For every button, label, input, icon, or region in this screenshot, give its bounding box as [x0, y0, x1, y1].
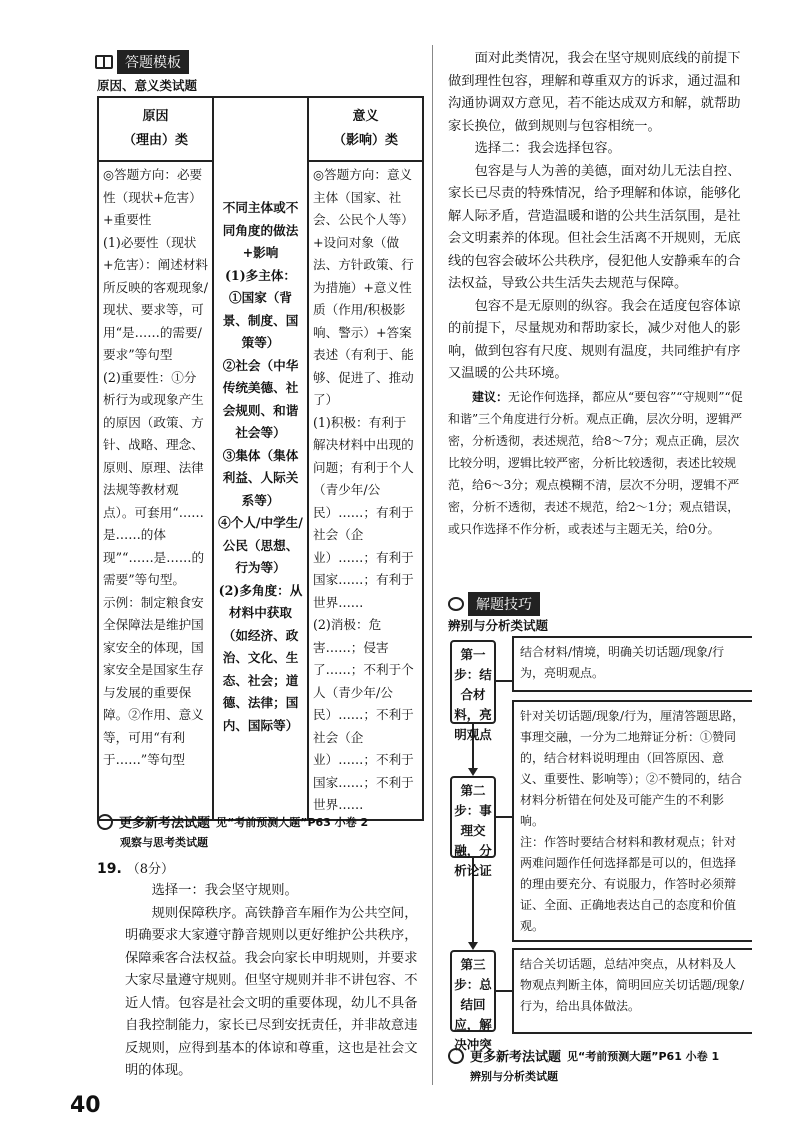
answer-template-tag: [95, 50, 189, 74]
col3-header-line1: 意义: [352, 109, 379, 124]
more-questions-2-ref: 见“考前预测大题”P61 小卷 1: [567, 1049, 720, 1063]
answer-left: [125, 880, 425, 1083]
step-1-label: 第一步：结合材料，亮明观点: [450, 640, 496, 724]
col2-cell: [213, 97, 308, 820]
section-subheading: 原因、意义类试题: [97, 78, 198, 93]
step-3-desc: 结合关切话题，总结冲突点，从材料及人物观点判断主体，简明回应关切话题/现象/行为，给出具体做法。: [512, 948, 752, 1034]
col1-header-line1: 原因: [142, 109, 169, 124]
more-questions-1: [97, 812, 368, 831]
step-2-link: [496, 816, 512, 818]
col2-text: 不同主体或不同角度的做法+影响 (1)多主体： ①国家（背景、制度、国策等） ②社会（中华传统美德、社会规则、和谐社会等） ③集体（集体利益、人际关系等） ④个人/中学生/公民（思想、行为等） (2)多角度：从材料中获取（如经济、政治、文化、生态、社会；道德、法律；国内、国际等）: [218, 200, 303, 733]
arrow-1: [468, 768, 478, 776]
col1-header-line2: （理由）类: [122, 133, 188, 148]
step-1-desc: 结合材料/情境，明确关切话题/现象/行为，亮明观点。: [512, 636, 752, 692]
col1-header: [98, 97, 213, 161]
answer-right-para-2: 选择二：我会选择包容。: [474, 141, 621, 156]
answer-right-para-3: 包容是与人为善的美德，面对幼儿无法自控、家长已尽责的特殊情况，给予理解和体谅，能够化解人际矛盾，营造温暖和谐的公共生活氛围，是社会文明素养的体现。但社会生活离不开规则，无底线的包容会破坏公共秩序，侵犯他人安静乘车的合法权益，导致公共生活失去规范与保障。: [448, 163, 741, 291]
col1-cell: [98, 161, 213, 820]
more-questions-2: [448, 1046, 719, 1065]
more-questions-2-label: 更多新考法试题: [470, 1050, 562, 1065]
tips-subheading: 辨别与分析类试题: [448, 618, 549, 633]
solving-tips-label: 解题技巧: [468, 592, 540, 616]
answer-left-para-2: 规则保障秩序。高铁静音车厢作为公共空间，明确要求大家遵守静音规则以更好维护公共秩序，保障乘客合法权益。我会向家长申明规则，并要求大家尽量遵守规则。但坚守规则并非不讲包容、不近人情。包容是社会文明的重要体现，幼儿不具备自我控制能力，家长已尽到安抚责任，并非故意违反规则，应得到基本的体谅和尊重，这也是社会文明的体现。: [125, 905, 418, 1078]
more-questions-1-sub: 观察与思考类试题: [120, 836, 208, 849]
col1-text: ◎答题方向：必要性（现状+危害）+重要性 (1)必要性（现状+危害）：阐述材料所反映的客观现象/现状、要求等，可用“是……的需要/要求”等句型 (2)重要性：①分析行为或现象产生的原因（政策、方针、战略、理念、原则、原理、法律法规等教材观点）。可套用“……是……的体现”“……是……的需要”等句型。 示例：制定粮食安全保障法是维护国家安全的体现，国家安全是国家生存与发展的重要保障。②作用、意义等，可用“有利于……”等句型: [103, 167, 209, 767]
page-number: 40: [70, 1093, 101, 1118]
scoring-advice-text: 无论作何选择，都应从“要包容”“守规则”“促和谐”三个角度进行分析。观点正确，层次分明，逻辑严密，分析透彻，表述规范，给8～7分；观点正确，层次比较分明，逻辑比较严密，分析比较透彻，表述比较规范，给6～3分；观点模糊不清，层次不分明，逻辑不严密，分析不透彻，表述不规范，给2～1分；观点错误，或只作选择不作分析，或表述与主题无关，给0分。: [448, 389, 743, 536]
scoring-advice-label: 建议：: [472, 389, 509, 404]
column-divider: [432, 45, 433, 1085]
arrow-2: [468, 942, 478, 950]
step-1-link: [496, 680, 512, 682]
question-score: （8分）: [126, 862, 174, 877]
answer-right: [448, 48, 748, 540]
step-3-label: 第三步：总结回应，解决冲突: [450, 950, 496, 1032]
step-3-link: [496, 990, 512, 992]
template-table: [97, 96, 424, 821]
question-number-text: 19.: [97, 861, 122, 877]
col3-cell: [308, 161, 423, 820]
solving-tips-tag: [448, 592, 540, 616]
col3-header: [308, 97, 423, 161]
col3-header-line2: （影响）类: [332, 133, 398, 148]
answer-right-para-4: 包容不是无原则的纵容。我会在适度包容体谅的前提下，尽量规劝和帮助家长，减少对他人的影响，做到包容有尺度、规则有温度，共同维护有序又温暖的公共环境。: [448, 298, 741, 381]
more-questions-1-label: 更多新考法试题: [119, 816, 211, 831]
paperclip-icon-2: [445, 1045, 467, 1067]
step-2-desc: 针对关切话题/现象/行为，厘清答题思路，事理交融，一分为二地辩证分析：①赞同的，结合材料说明理由（回答原因、意义、重要性、影响等）；②不赞同的，结合材料分析错在何处及可能产生的不利影响。 注：作答时要结合材料和教材观点；针对两难问题作任何选择都是可以的，但选择的理由要充分、有说服力，作答时必须辩证、全面、正确地表达自己的态度和价值观。: [512, 700, 752, 942]
col3-text: ◎答题方向：意义主体（国家、社会、公民个人等）+设问对象（做法、方针政策、行为措施）+意义性质（作用/积极影响、警示）+答案表述（有利于、能够、促进了、推动了） (1)积极：有利于解决材料中出现的问题；有利于个人（青少年/公民）……；有利于社会（企业）……；有利于国家……；有利于世界…… (2)消极：危害……；侵害了……；不利于个人（青少年/公民）……；不利于社会（企业）……；不利于国家……；不利于世界……: [313, 167, 414, 812]
answer-left-para-1: 选择一：我会坚守规则。: [151, 883, 298, 898]
paperclip-icon: [94, 811, 116, 833]
question-number: [97, 858, 174, 877]
more-questions-2-sub: 辨别与分析类试题: [470, 1070, 558, 1083]
answer-template-label: 答题模板: [117, 50, 189, 74]
scoring-advice: [448, 386, 748, 540]
answer-right-para-1: 面对此类情况，我会在坚守规则底线的前提下做到理性包容，理解和尊重双方的诉求，通过温和沟通协调双方意见，若不能达成双方和解，就帮助家长换位，做到规则与包容相统一。: [448, 51, 741, 134]
step-2-label: 第二步：事理交融，分析论证: [450, 776, 496, 858]
key-icon: [448, 597, 464, 611]
book-icon: [95, 55, 113, 69]
more-questions-1-ref: 见“考前预测大题”P63 小卷 2: [216, 815, 369, 829]
